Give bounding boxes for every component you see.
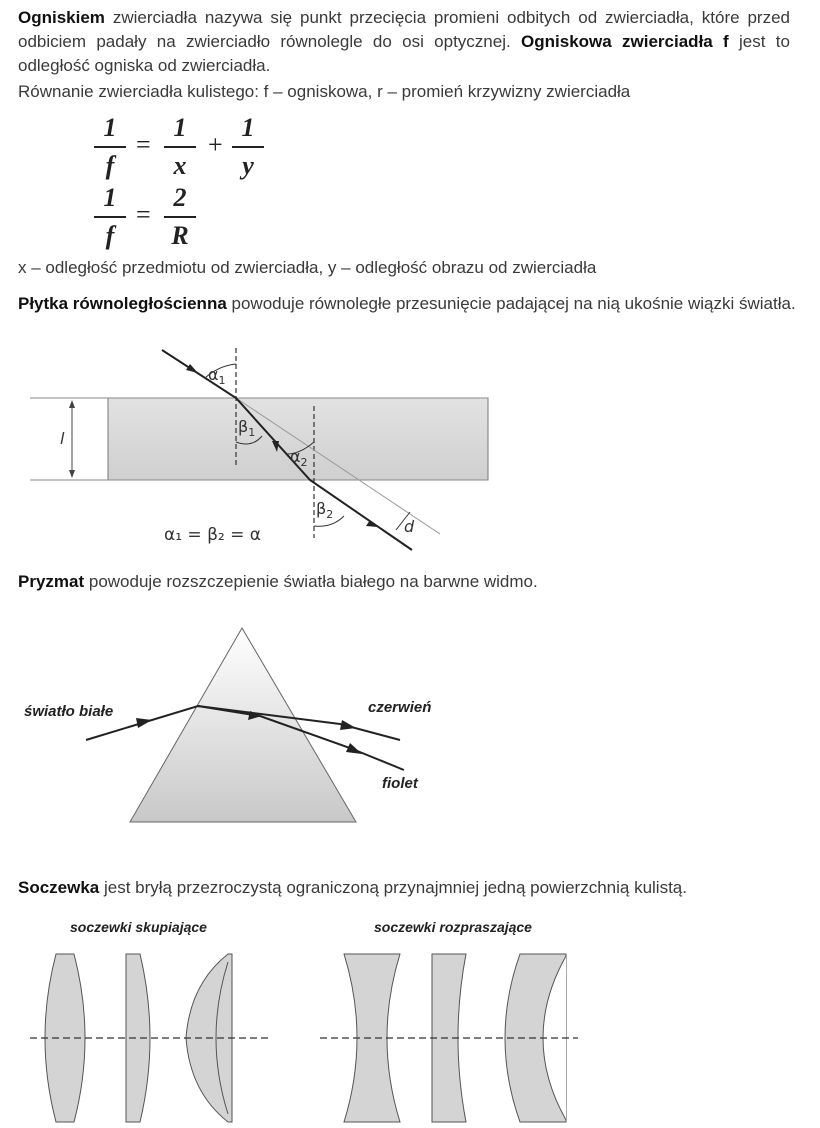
numerator: 1 (241, 113, 255, 142)
alpha1-label: $\alpha_1$ (208, 365, 226, 387)
violet-label: fiolet (382, 775, 418, 792)
numerator: 1 (103, 183, 117, 212)
arrow-icon (346, 743, 362, 754)
numerator: 2 (173, 183, 187, 212)
denominator: f (105, 151, 115, 180)
fraction-1-over-x (160, 112, 200, 182)
fraction-2-over-r (160, 182, 200, 252)
red-label: czerwień (368, 699, 432, 716)
plate-description (18, 292, 796, 316)
focus-text-1: zwierciadła nazywa się punkt przecięcia promieni odbitych od zwierciadła, które przed odbiciem padały na zwierciadło równolegle do osi optycznej. (18, 8, 790, 51)
denominator: R (171, 221, 189, 250)
arrow-icon (136, 718, 152, 728)
thickness-label: l (60, 429, 65, 448)
plano-concave-lens (432, 954, 466, 1122)
fraction-1-over-y (228, 112, 268, 182)
focus-text-2: jest to odległość ogniska od zwierciadła. (18, 32, 790, 75)
plus-sign: + (208, 130, 223, 159)
plate-term: Płytka równoległościenna (18, 294, 227, 313)
numerator: 1 (173, 113, 187, 142)
fraction-1-over-f (90, 182, 130, 252)
prism-diagram (0, 620, 820, 840)
plate-diagram (0, 330, 820, 570)
alpha2-label: $\alpha_2$ (290, 447, 308, 469)
lens-description (18, 876, 687, 900)
diverging-lenses-label: soczewki rozpraszające (374, 919, 532, 935)
fraction-1-over-f (90, 112, 130, 182)
plate-text: powoduje równoległe przesunięcie padającej na nią ukośnie wiązki światła. (226, 294, 796, 313)
angle-relation: α₁ = β₂ = α (164, 525, 261, 545)
equals-sign: = (136, 130, 151, 159)
lens-term: Soczewka (18, 878, 100, 897)
lens-text: jest bryłą przezroczystą ograniczoną przynajmniej jedną powierzchnią kulistą. (99, 878, 687, 897)
equals-sign: = (136, 200, 151, 229)
variables-description: x – odległość przedmiotu od zwierciadła, y – odległość obrazu od zwierciadła (18, 258, 597, 277)
converging-lenses-label: soczewki skupiające (70, 919, 207, 935)
prism-description (18, 570, 538, 594)
beta1-label: $\beta_1$ (238, 417, 256, 439)
prism-term: Pryzmat (18, 572, 85, 591)
beta2-label: $\beta_2$ (316, 499, 334, 521)
arrow-icon (186, 364, 198, 373)
equation-intro: Równanie zwierciadła kulistego: f – ogniskowa, r – promień krzywizny zwierciadła (18, 82, 631, 101)
lenses-diagram (0, 912, 820, 1112)
focal-radius-equation (90, 182, 290, 252)
numerator: 1 (103, 113, 117, 142)
denominator: y (242, 151, 254, 180)
prism-text: powoduje rozszczepienie światła białego na barwne widmo. (84, 572, 538, 591)
mirror-equation (90, 112, 290, 182)
denominator: x (173, 151, 187, 180)
denominator: f (105, 221, 115, 250)
focus-term: Ogniskiem (18, 8, 105, 27)
arrow-icon (366, 520, 378, 527)
white-light-label: światło białe (24, 703, 114, 720)
focus-definition (18, 6, 790, 78)
prism-shape (130, 628, 356, 822)
focal-length-term: Ogniskowa zwierciadła f (521, 32, 729, 51)
shift-d-label: d (404, 517, 415, 536)
